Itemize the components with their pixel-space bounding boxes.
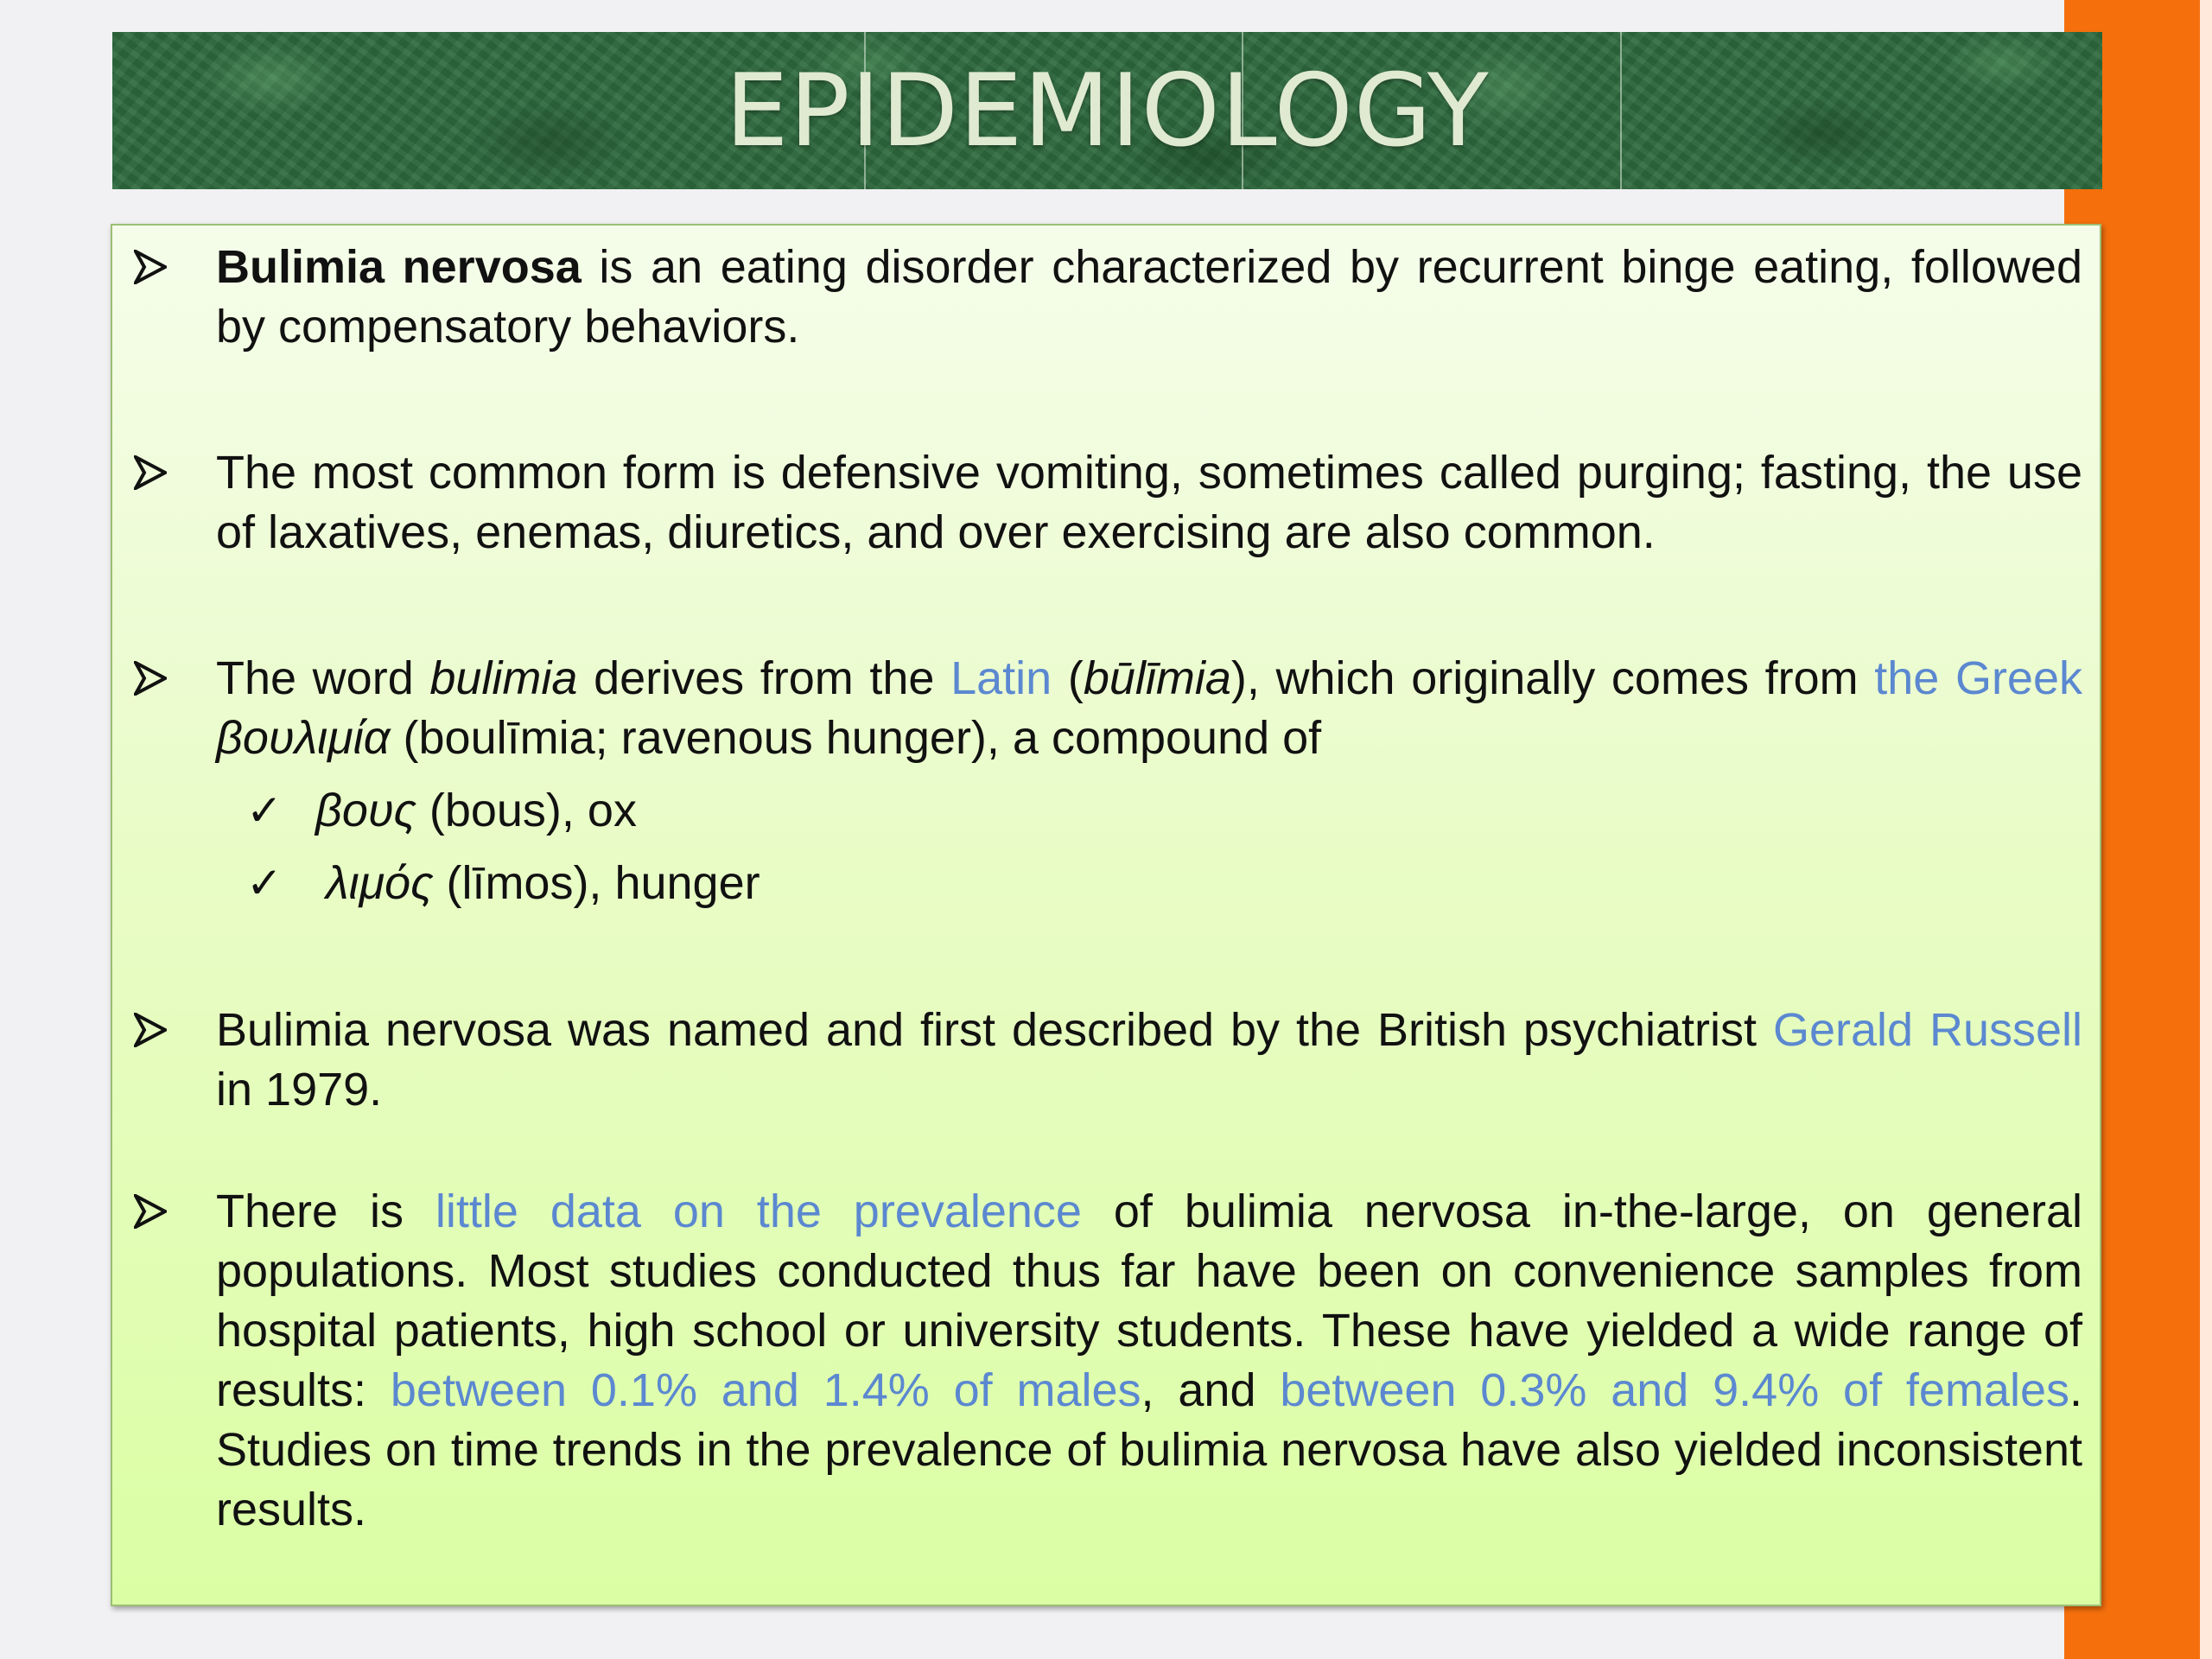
bullet-naming [216,1001,2082,1120]
term-bulimia-nervosa: Bulimia nervosa [216,241,582,293]
greek-word: βους [315,785,416,836]
title-banner [112,32,2102,189]
page-title: EPIDEMIOLOGY [725,52,1490,169]
sub-item-bous [246,781,637,841]
text: . Studies on time trends in the prevalence of bulimia nervosa have also yielded inconsistent results. [216,1364,2083,1535]
bullet-definition [216,238,2082,357]
text: derives from the [577,652,951,704]
arrow-bullet-icon [134,238,177,297]
italic-word: būlīmia [1083,652,1231,704]
bullet-common-forms [216,443,2082,563]
link-females-range[interactable]: between 0.3% and 9.4% of females [1280,1364,2069,1416]
text: ), which originally comes from [1230,652,1875,704]
link-prevalence-data[interactable]: little data on the prevalence [435,1185,1082,1237]
arrow-bullet-icon [134,649,177,709]
link-greek[interactable]: the Greek [1874,652,2082,704]
text: in 1979. [216,1064,383,1116]
arrow-bullet-icon [134,1182,177,1242]
common-forms-text: The most common form is defensive vomiting, sometimes called purging; fasting, the use of laxatives, enemas, diuretics, and over exercising are also common. [216,447,2082,558]
link-latin[interactable]: Latin [950,652,1052,704]
bullet-prevalence [216,1182,2082,1540]
text: , and [1141,1364,1281,1416]
text: (bous), ox [416,785,637,836]
sub-item-limos [246,854,760,913]
italic-word: βουλιμία [216,712,391,764]
bullet-etymology [216,649,2082,768]
definition-text: is an eating disorder characterized by recurrent binge eating, followed by compensatory behaviors. [216,241,2082,353]
arrow-bullet-icon [134,1001,177,1060]
text: There is [216,1185,435,1237]
link-males-range[interactable]: between 0.1% and 1.4% of males [390,1364,1141,1416]
arrow-bullet-icon [134,443,177,503]
text: (līmos), hunger [433,857,760,909]
text: ( [1052,652,1084,704]
italic-word: bulimia [429,652,578,704]
text: of bulimia nervosa in-the-large, on general populations. Most studies conducted thus far have been on convenience samples from hospital patients, high school or university students. These have yielded a wide range of results: [216,1185,2082,1416]
greek-word: λιμός [326,857,434,909]
link-gerald-russell[interactable]: Gerald Russell [1772,1004,2082,1056]
text: The word [216,652,430,704]
content-box [111,224,2101,1606]
checkmark-icon: ✓ [246,786,283,835]
text: Bulimia nervosa was named and first described by the British psychiatrist [216,1004,1773,1056]
checkmark-icon: ✓ [246,859,283,907]
text: (boulīmia; ravenous hunger), a compound of [390,712,1322,764]
